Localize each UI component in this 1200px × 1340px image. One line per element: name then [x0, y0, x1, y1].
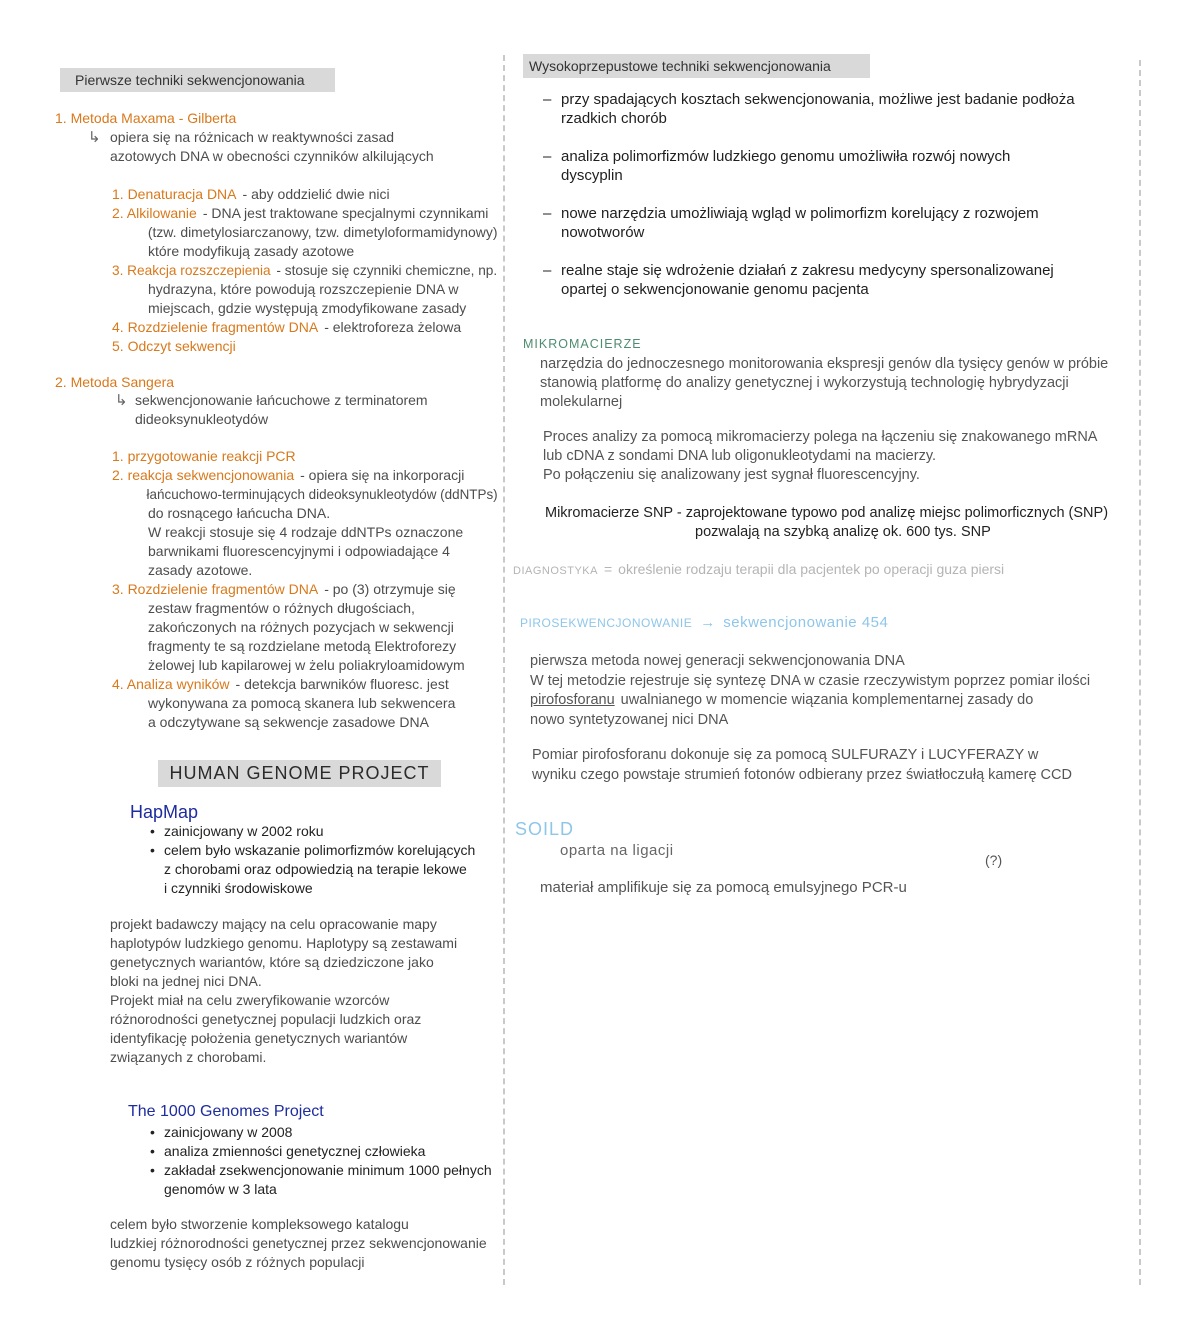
bullet-item: [543, 261, 1138, 299]
maxam-gilbert-title: 1. Metoda Maxama - Gilberta: [55, 110, 237, 126]
snp-microarrays-note: [545, 504, 1130, 542]
step-label: 1. przygotowanie reakcji PCR: [112, 448, 296, 464]
step-first-line: [112, 337, 497, 356]
solid-description: [540, 878, 1010, 897]
text-fragment: uwalnianego w momencie wiązania komplementarnej zasady do: [620, 692, 1034, 708]
step-item: [112, 318, 497, 337]
bullet-item: [150, 1123, 500, 1142]
pyrosequencing-subtitle: sekwencjonowanie 454: [723, 614, 889, 631]
diagnostics-note: [513, 560, 1004, 581]
step-item: [112, 675, 498, 732]
text-line: różnorodności genetycznej populacji ludzkich oraz: [110, 1011, 422, 1027]
step-continuation-line: zakończonych na różnych pozycjach w sekwencji: [148, 619, 454, 635]
step-first-line: [112, 466, 498, 485]
microarrays-paragraph-1: [540, 355, 1138, 412]
bullet-line: • zainicjowany w 2002 roku: [164, 823, 324, 839]
sanger-steps: [112, 447, 498, 732]
step-text: - aby oddzielić dwie nici: [242, 186, 390, 202]
bullet-line: • zainicjowany w 2008: [164, 1124, 293, 1140]
step-continuation-line: łańcuchowo-terminujących dideoksynukleotydów (ddNTPs): [146, 486, 498, 502]
step-text: - opiera się na inkorporacji: [300, 467, 465, 483]
step-continuation-line: a odczytywane są sekwencje zasadowe DNA: [148, 714, 429, 730]
bullet-line: rzadkich chorób: [561, 110, 667, 127]
step-item: [112, 466, 498, 580]
arrow-icon: ↳: [115, 392, 128, 409]
arrow-right-icon: →: [700, 614, 716, 631]
bullet-line: z chorobami oraz odpowiedzią na terapie lekowe: [164, 861, 467, 877]
text-line: W tej metodzie rejestruje się syntezę DNA w czasie rzeczywistym poprzez pomiar ilości: [530, 672, 1091, 689]
microarrays-title: MIKROMACIERZE: [523, 337, 642, 351]
bullet-line: • analiza zmienności genetycznej człowieka: [164, 1143, 426, 1159]
step-continuation-line: barwnikami fluorescencyjnymi i odpowiadające 4: [148, 543, 450, 559]
bullet-line: dyscyplin: [561, 167, 623, 184]
step-continuation-line: zestaw fragmentów o różnych długościach,: [148, 600, 415, 616]
bullet-line: – przy spadających kosztach sekwencjonowania, możliwe jest badanie podłoża: [561, 91, 1075, 108]
hapmap-title: HapMap: [130, 802, 199, 822]
text-line: nowo syntetyzowanej nici DNA: [530, 711, 729, 728]
step-continuation-line: miejscach, gdzie występują zmodyfikowane zasady: [148, 300, 467, 316]
step-text: - po (3) otrzymuje się: [324, 581, 456, 597]
diagnostics-label: DIAGNOSTYKA: [513, 565, 598, 577]
step-first-line: [112, 261, 498, 280]
step-continuation-line: fragmenty te są rozdzielane metodą Elektroforezy: [148, 638, 457, 654]
step-item: [112, 204, 497, 261]
bullet-item: [150, 822, 500, 841]
text-line: [530, 691, 1135, 711]
right-edge-divider: [1139, 60, 1141, 1285]
step-label: 3. Rozdzielenie fragmentów DNA: [112, 581, 319, 597]
bullet-line: • celem było wskazanie polimorfizmów korelujących: [164, 842, 476, 858]
step-item: [112, 261, 497, 318]
text-line: celem było stworzenie kompleksowego katalogu: [110, 1216, 409, 1232]
genomes-1000-bullets: [150, 1123, 500, 1199]
column-divider: [503, 55, 505, 1285]
maxam-gilbert-description: [110, 128, 490, 166]
step-label: 3. Reakcja rozszczepienia: [112, 262, 271, 278]
text-line: pozwalają na szybką analizę ok. 600 tys. SNP: [695, 524, 991, 540]
step-continuation-line: zasady azotowe.: [148, 562, 253, 578]
bullet-item: [150, 841, 500, 898]
bullet-line: • zakładał zsekwencjonowanie minimum 1000 pełnych: [164, 1162, 492, 1178]
section-header-human-genome-project: HUMAN GENOME PROJECT: [158, 760, 441, 787]
sanger-title: 2. Metoda Sangera: [55, 374, 175, 390]
step-label: 4. Rozdzielenie fragmentów DNA: [112, 319, 319, 335]
text-line: Po połączeniu się analizowany jest sygnał fluorescencyjny.: [543, 467, 920, 483]
step-label: 4. Analiza wyników: [112, 676, 230, 692]
text-line: azotowych DNA w obecności czynników alkilujących: [110, 148, 434, 164]
text-line: Proces analizy za pomocą mikromacierzy polega na łączeniu się znakowanego mRNA: [543, 429, 1098, 445]
step-continuation-line: wykonywana za pomocą skanera lub sekwencera: [148, 695, 456, 711]
step-first-line: [112, 318, 497, 337]
bullet-item: [543, 204, 1138, 242]
step-first-line: [112, 204, 497, 223]
text-line: genetycznych wariantów, które są dziedziczone jako: [110, 954, 434, 970]
solid-title: SOILD: [515, 819, 575, 839]
diagnostics-text: określenie rodzaju terapii dla pacjentek po operacji guza piersi: [618, 561, 1005, 577]
step-text: - stosuje się czynniki chemiczne, np.: [276, 262, 498, 278]
text-line: projekt badawczy mający na celu opracowanie mapy: [110, 916, 437, 932]
underlined-term: pirofosforanu: [530, 692, 615, 708]
question-mark-note: (?): [985, 852, 1003, 868]
bullet-item: [150, 1161, 500, 1199]
sanger-description: [135, 391, 485, 429]
bullet-item: [543, 90, 1138, 128]
equals-sign: =: [603, 561, 613, 577]
text-line: sekwencjonowanie łańcuchowe z terminatorem: [135, 392, 428, 408]
bullet-item: [150, 1142, 500, 1161]
step-first-line: [112, 185, 497, 204]
step-continuation-line: do rosnącego łańcucha DNA.: [148, 505, 331, 521]
text-line: bloki na jednej nici DNA.: [110, 973, 262, 989]
text-line: stanowią platformę do analizy genetycznej i wykorzystują technologię hybrydyzacji: [540, 375, 1069, 391]
microarrays-paragraph-2: [543, 428, 1138, 485]
step-continuation-line: które modyfikują zasady azotowe: [148, 243, 355, 259]
text-line: lub cDNA z sondami DNA lub oligonukleotydami na macierzy.: [543, 448, 937, 464]
pyrosequencing-paragraph-2: [532, 745, 1110, 785]
bullet-line: nowotworów: [561, 224, 645, 241]
bullet-line: i czynniki środowiskowe: [164, 880, 313, 896]
step-first-line: [112, 675, 498, 694]
step-text: - DNA jest traktowane specjalnymi czynnikami: [202, 205, 489, 221]
section-header-high-throughput: Wysokoprzepustowe techniki sekwencjonowania: [523, 54, 870, 78]
genomes-1000-paragraph: [110, 1215, 502, 1272]
step-continuation-line: (tzw. dimetylosiarczanowy, tzw. dimetyloformamidynowy): [147, 224, 498, 240]
bullet-item: [543, 147, 1138, 185]
step-continuation-line: żelowej lub kapilarowej w żelu poliakryloamidowym: [148, 657, 465, 673]
bullet-line: genomów w 3 lata: [164, 1181, 277, 1197]
text-line: dideoksynukleotydów: [135, 411, 269, 427]
step-item: [112, 185, 497, 204]
text-line: materiał amplifikuje się za pomocą emulsyjnego PCR-u: [540, 879, 907, 896]
section-header-early-methods: Pierwsze techniki sekwencjonowania: [60, 68, 335, 92]
bullet-line: – realne staje się wdrożenie działań z zakresu medycyny spersonalizowanej: [561, 262, 1054, 279]
genomes-1000-title: The 1000 Genomes Project: [128, 1103, 324, 1120]
step-first-line: [112, 447, 498, 466]
step-text: - elektroforeza żelowa: [324, 319, 462, 335]
step-item: [112, 447, 498, 466]
step-label: 2. reakcja sekwencjonowania: [112, 467, 295, 483]
step-label: 2. Alkilowanie: [112, 205, 197, 221]
text-line: ludzkiej różnorodności genetycznej przez sekwencjonowanie: [110, 1235, 487, 1251]
step-label: 1. Denaturacja DNA: [112, 186, 237, 202]
bullet-line: – analiza polimorfizmów ludzkiego genomu umożliwiła rozwój nowych: [561, 148, 1011, 165]
text-line: opiera się na różnicach w reaktywności zasad: [110, 129, 395, 145]
bullet-line: – nowe narzędzia umożliwiają wgląd w polimorfizm korelujący z rozwojem: [561, 205, 1039, 222]
hapmap-paragraph: [110, 915, 500, 1067]
step-first-line: [112, 580, 498, 599]
text-line: narzędzia do jednoczesnego monitorowania ekspresji genów dla tysięcy genów w próbie: [540, 356, 1109, 372]
maxam-gilbert-steps: [112, 185, 497, 356]
pyrosequencing-paragraph-1: [530, 652, 1135, 730]
step-item: [112, 337, 497, 356]
text-line: haplotypów ludzkiego genomu. Haplotypy są zestawami: [110, 935, 458, 951]
text-line: identyfikację położenia genetycznych wariantów: [110, 1030, 408, 1046]
text-line: Pomiar pirofosforanu dokonuje się za pomocą SULFURAZY i LUCYFERAZY w: [532, 747, 1039, 763]
step-item: [112, 580, 498, 675]
high-throughput-bullets: [543, 90, 1138, 318]
arrow-icon: ↳: [88, 129, 101, 146]
text-line: molekularnej: [540, 394, 623, 410]
pyrosequencing-title-text: PIROSEKWENCJONOWANIE: [520, 616, 693, 630]
step-continuation-line: hydrazyna, które powodują rozszczepienie DNA w: [148, 281, 459, 297]
text-line: genomu tysięcy osób z różnych populacji: [110, 1254, 365, 1270]
step-label: 5. Odczyt sekwencji: [112, 338, 236, 354]
solid-subtitle: oparta na ligacji: [560, 842, 674, 859]
step-text: - detekcja barwników fluoresc. jest: [235, 676, 449, 692]
text-line: Mikromacierze SNP - zaprojektowane typowo pod analizę miejsc polimorficznych (SNP): [545, 505, 1109, 521]
text-line: wyniku czego powstaje strumień fotonów odbierany przez światłoczułą kamerę CCD: [532, 767, 1072, 783]
step-continuation-line: W reakcji stosuje się 4 rodzaje ddNTPs oznaczone: [148, 524, 464, 540]
bullet-line: opartej o sekwencjonowanie genomu pacjenta: [561, 281, 869, 298]
text-line: Projekt miał na celu zweryfikowanie wzorców: [110, 992, 390, 1008]
text-line: związanych z chorobami.: [110, 1049, 267, 1065]
pyrosequencing-title: [520, 613, 888, 633]
text-line: pierwsza metoda nowej generacji sekwencjonowania DNA: [530, 653, 905, 669]
hapmap-bullets: [150, 822, 500, 898]
